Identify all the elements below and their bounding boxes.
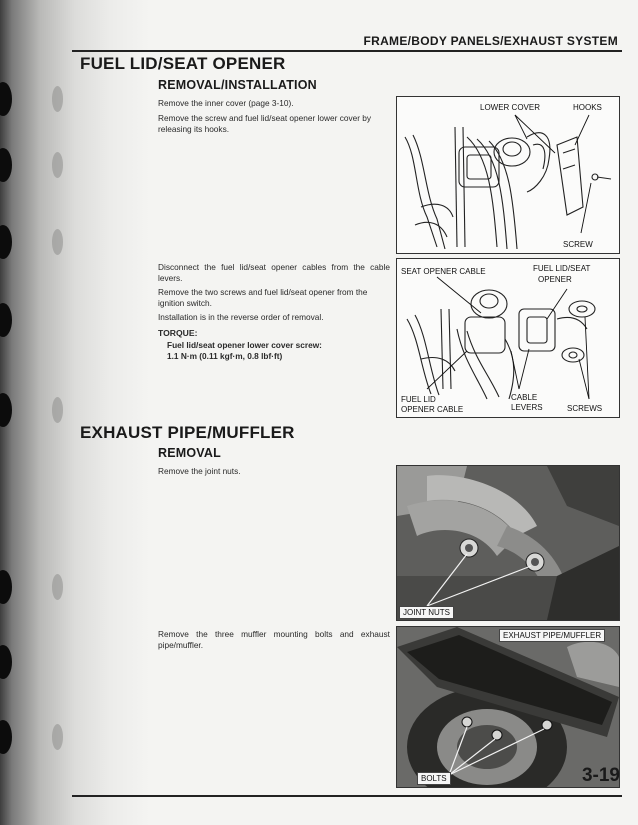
label-joint-nuts: JOINT NUTS [399,606,454,619]
section-title-exhaust: EXHAUST PIPE/MUFFLER [80,423,295,442]
punch-hole-shadow [52,86,63,112]
label-fuel-lid-seat-opener-line1: FUEL LID/SEAT [533,264,591,273]
footer-rule [72,795,622,797]
section-title-fuel-lid: FUEL LID/SEAT OPENER [80,54,286,73]
label-exhaust-pipe-muffler: EXHAUST PIPE/MUFFLER [499,629,605,642]
label-bolts: BOLTS [417,772,451,785]
torque-label: TORQUE: [158,328,198,338]
step-remove-opener: Remove the two screws and fuel lid/seat opener from the ignition switch. [158,287,368,308]
label-lower-cover: LOWER COVER [480,103,541,112]
punch-hole-shadow [52,152,63,178]
step-install-reverse: Installation is in the reverse order of removal. [158,312,324,322]
label-hooks: HOOKS [573,103,602,112]
step-remove-muffler: Remove the three muffler mounting bolts and exhaust pipe/muffler. [158,629,390,650]
subsection-title-removal: REMOVAL [158,446,221,460]
step-remove-inner-cover: Remove the inner cover (page 3-10). [158,98,294,108]
label-fuel-lid-seat-opener-line2: OPENER [538,275,572,284]
punch-hole-shadow [52,724,63,750]
punch-hole-shadow [52,397,63,423]
step-remove-joint-nuts: Remove the joint nuts. [158,466,241,476]
subsection-title-removal-installation: REMOVAL/INSTALLATION [158,78,317,92]
label-cable-levers-line1: CABLE [511,393,538,402]
joint-nuts-photo-rendering [397,466,619,620]
muffler-bolts-photo-rendering [397,627,619,787]
lower-cover-illustration [397,97,619,253]
binding-shadow [0,0,150,825]
header-rule [72,50,622,52]
label-screw: SCREW [563,240,593,249]
torque-item: Fuel lid/seat opener lower cover screw: [167,340,322,350]
punch-hole-shadow [52,229,63,255]
figure-lower-cover [396,96,620,254]
figure-fuel-lid-opener [396,258,620,418]
label-fuel-lid-opener-cable-line1: FUEL LID [401,395,436,404]
photo-joint-nuts [396,465,620,621]
label-cable-levers-line2: LEVERS [511,403,543,412]
page-number: 3-19 [581,765,620,786]
punch-hole-shadow [52,574,63,600]
label-seat-opener-cable: SEAT OPENER CABLE [401,267,486,276]
step-remove-lower-cover: Remove the screw and fuel lid/seat opener lower cover by releasing its hooks. [158,113,372,134]
fuel-lid-opener-illustration [397,259,619,417]
label-screws: SCREWS [567,404,603,413]
photo-muffler-bolts [396,626,620,788]
chapter-header: FRAME/BODY PANELS/EXHAUST SYSTEM [363,34,618,48]
label-fuel-lid-opener-cable-line2: OPENER CABLE [401,405,464,414]
step-disconnect-cables: Disconnect the fuel lid/seat opener cables from the cable levers. [158,262,390,283]
torque-value: 1.1 N·m (0.11 kgf·m, 0.8 lbf·ft) [167,351,283,361]
